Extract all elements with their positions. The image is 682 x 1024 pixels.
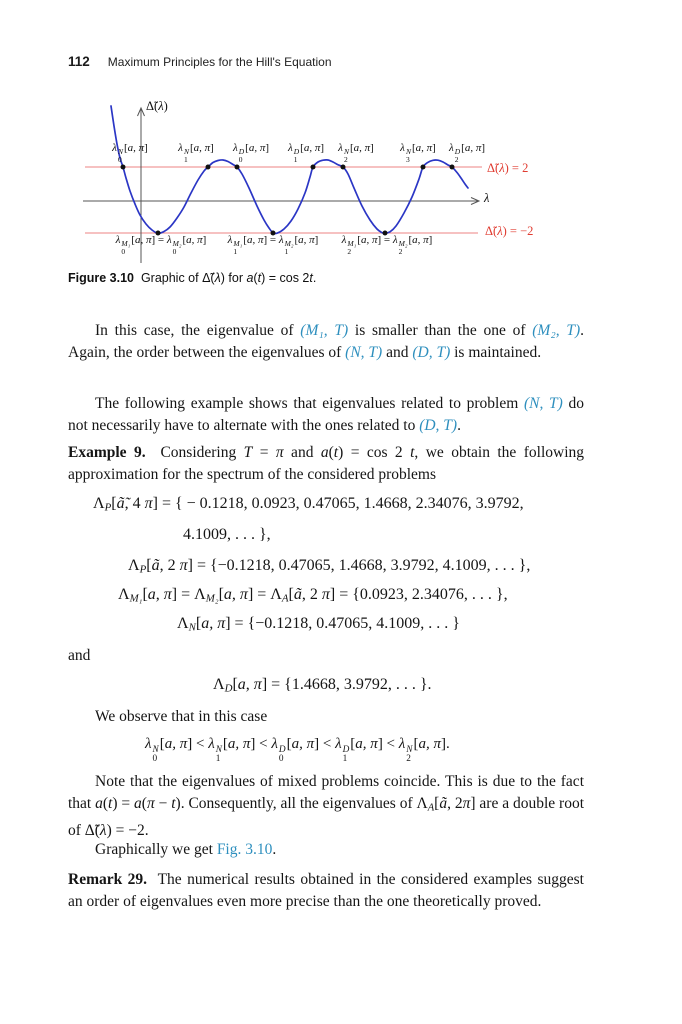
equation-lambda-p-4pi — [93, 495, 524, 514]
text-segment: . Again, the order between the eigenvalues of — [68, 322, 585, 362]
text-segment: ] = — [263, 234, 279, 246]
text-segment: a, π — [127, 142, 145, 154]
text-segment: λ — [338, 142, 343, 154]
text-segment: [ — [222, 736, 228, 752]
text-segment: Example 9. — [68, 444, 146, 461]
sup-sub-stack: D 2 — [454, 147, 461, 164]
text-segment: ) — [163, 99, 168, 113]
text-segment: T — [243, 444, 253, 461]
text-segment: ( — [141, 795, 147, 813]
equation-lambda-p-4pi-cont — [183, 526, 271, 544]
text-segment: λ — [448, 142, 454, 154]
sup-sub-stack: M₂ 0 — [172, 239, 182, 256]
text-segment: ã — [439, 795, 448, 813]
text-segment: Λ — [177, 615, 189, 632]
text-segment: a, π — [303, 142, 321, 154]
sup-sub-stack: M₂ 1 — [284, 239, 294, 256]
text-segment: ] — [210, 142, 214, 154]
text-segment: λ — [112, 142, 117, 154]
text-segment: , we obtain the following approximation for the spectrum of the considered problems — [68, 444, 585, 484]
text-segment: a, π — [291, 736, 315, 752]
text-segment: ã — [151, 557, 160, 574]
text-segment: a, π — [186, 234, 203, 246]
text-segment: Λ — [93, 495, 105, 512]
eigenvalue-dot-n2 — [341, 165, 346, 170]
text-segment: a, π — [193, 142, 211, 154]
text-segment: M₂ — [205, 592, 219, 605]
text-segment: Note that the eigenvalues of mixed problems coincide. This is due to the fact that — [68, 773, 584, 813]
sup-sub-stack: M₁ 2 — [347, 239, 357, 256]
text-segment: and — [283, 444, 321, 461]
text-segment: ] — [432, 142, 436, 154]
sup-sub-stack: N 3 — [405, 147, 411, 164]
text-segment: a, π — [248, 142, 266, 154]
eigenvalue-label-n2 — [338, 143, 374, 163]
text-segment: t — [309, 271, 313, 285]
text-segment: ] = {−0.1218, 0.47065, 4.1009, . . . } — [225, 615, 460, 632]
text-segment: The following example shows that eigenvalues related to problem — [95, 395, 524, 412]
eigenvalue-label-n1 — [178, 143, 214, 163]
sup-sub-stack: D 1 — [342, 745, 350, 764]
text-segment: π — [321, 586, 330, 603]
figure-3-10 — [80, 96, 640, 272]
eigenvalue-dot-d0 — [235, 165, 240, 170]
cross-reference-link[interactable]: Fig. 3.10 — [216, 841, 273, 858]
text-segment: ] are a double root of Δ̃( — [68, 795, 585, 840]
text-segment: ) = cos 2 — [261, 271, 310, 285]
text-segment: Λ — [118, 586, 130, 603]
text-segment: [ — [142, 586, 148, 603]
paragraph-example-9 — [68, 442, 584, 487]
text-segment: A — [427, 802, 435, 814]
paragraph-in-this-case — [68, 320, 584, 365]
text-segment: is maintained. — [450, 344, 542, 362]
text-segment: ( — [253, 271, 258, 285]
text-segment: ) = cos 2 — [338, 444, 411, 461]
text-segment: . — [457, 417, 461, 435]
paragraph-remark-29 — [68, 869, 584, 914]
text-segment: ] — [144, 142, 148, 154]
paragraph-note — [68, 771, 584, 843]
eigenvalue-label-m1 — [228, 235, 319, 255]
text-segment: λ — [341, 234, 347, 246]
text-segment: [ — [195, 615, 202, 632]
text-segment: [ — [286, 736, 292, 752]
cross-reference-link[interactable]: (D, T) — [412, 344, 451, 362]
eigenvalue-label-m2 — [342, 235, 433, 255]
text-segment: ] — [481, 142, 486, 154]
cross-reference-link[interactable]: (N, T) — [523, 395, 563, 412]
text-segment: t — [171, 795, 176, 813]
equation-lambda-n — [177, 615, 460, 634]
text-segment: a, π — [164, 736, 188, 752]
eigenvalue-label-n3 — [400, 143, 436, 163]
text-segment: λ — [145, 736, 152, 752]
text-segment: , 4 — [124, 495, 145, 512]
text-segment: do not necessarily have to alternate with the ones related to — [68, 395, 585, 435]
eigenvalue-dot-n0 — [121, 165, 126, 170]
text-segment: = — [252, 444, 276, 461]
text-segment: t — [257, 271, 262, 285]
text-segment: [ — [146, 557, 152, 574]
text-segment: ] — [428, 234, 433, 246]
text-segment: [ — [123, 142, 128, 154]
text-segment: ) = — [112, 795, 135, 813]
text-segment: a, π — [415, 142, 433, 154]
text-segment: a, π — [246, 234, 264, 246]
text-segment: λ — [232, 142, 238, 154]
text-segment: ] = {1.4668, 3.9792, . . . }. — [261, 676, 432, 693]
text-segment: ) = −2. — [106, 822, 149, 840]
text-segment: t — [410, 444, 415, 461]
page-number: 112 — [68, 54, 90, 69]
text-segment: Considering — [145, 444, 244, 461]
text-segment: a, π — [418, 736, 441, 752]
text-segment: λ — [497, 224, 503, 238]
text-segment: Figure 3.10 — [68, 271, 134, 285]
text-segment: ] = — [151, 234, 167, 246]
y-axis-label — [146, 100, 168, 113]
line-label-plus-2 — [487, 162, 528, 175]
text-segment: ( — [102, 795, 109, 813]
sup-sub-stack: M₁ 0 — [121, 239, 131, 256]
text-segment: [ — [411, 142, 416, 154]
text-segment: ] = { − 0.1218, 0.0923, 0.47065, 1.4668, 2.34076, 3.9792, — [152, 495, 524, 512]
eigenvalue-dot-d1 — [311, 165, 316, 170]
cross-reference-link[interactable]: (M₂, T) — [532, 322, 581, 339]
text-segment: λ — [400, 142, 405, 154]
text-segment: π — [462, 795, 471, 813]
text-segment: a, π — [237, 676, 262, 693]
text-segment: ] = — [377, 234, 393, 246]
text-segment: [ — [189, 142, 194, 154]
text-segment: [ — [232, 676, 238, 693]
sup-sub-stack: M₁ 1 — [233, 239, 243, 256]
text-segment: Remark 29. — [68, 871, 148, 888]
text-segment: A — [281, 592, 289, 605]
text-segment: . — [272, 841, 277, 858]
text-segment: λ — [484, 191, 490, 205]
text-segment: λ — [166, 234, 172, 246]
text-segment: [ — [434, 795, 440, 813]
text-segment: λ — [278, 234, 284, 246]
text-segment: ] < — [250, 736, 272, 752]
text-segment: λ — [287, 142, 293, 154]
text-segment: a, π — [355, 736, 378, 752]
page-header — [68, 54, 332, 69]
text-segment: λ — [158, 99, 164, 113]
text-segment: λ — [271, 736, 278, 752]
text-segment: ] = Λ — [171, 586, 206, 603]
text-segment: , 2 — [447, 795, 463, 813]
text-segment: a, π — [360, 234, 378, 246]
text-segment: [ — [350, 736, 356, 752]
text-segment: ] = Λ — [247, 586, 282, 603]
equation-lambda-d — [213, 676, 432, 695]
text-segment: a — [246, 271, 254, 285]
text-segment: π — [146, 795, 155, 813]
text-segment: N — [188, 621, 196, 634]
text-segment: a, π — [201, 615, 226, 632]
eigenvalue-dot-n1 — [206, 165, 211, 170]
text-segment: [ — [245, 142, 249, 154]
text-segment: P — [139, 563, 147, 576]
text-segment: [ — [218, 586, 224, 603]
text-segment: The numerical results obtained in the considered examples suggest an order of eigenvalues even more precise than the one theoretically proved. — [68, 871, 584, 911]
sup-sub-stack: N 0 — [117, 147, 123, 164]
text-segment: [ — [288, 586, 294, 603]
text-segment: λ — [115, 234, 121, 246]
text-segment: P — [104, 501, 112, 514]
text-segment: a — [134, 795, 142, 813]
text-segment: ). Consequently, all the eigenvalues of Λ — [175, 795, 428, 813]
text-segment: a, π — [298, 234, 315, 246]
figure-caption — [68, 271, 584, 285]
eigenvalue-label-m0 — [116, 235, 207, 255]
equation-lambda-m1-m2 — [118, 586, 508, 605]
text-segment: a, π — [134, 234, 152, 246]
text-segment: a, π — [353, 142, 371, 154]
text-segment: a, π — [412, 234, 429, 246]
text-segment: Δ̃( — [487, 161, 500, 175]
text-segment: π — [144, 495, 153, 512]
text-segment: [ — [349, 142, 354, 154]
text-segment: . — [312, 271, 317, 285]
cross-reference-link[interactable]: (D, T) — [419, 417, 458, 435]
text-segment: ] < — [187, 736, 209, 752]
sup-sub-stack: D 0 — [278, 745, 286, 764]
text-segment: λ — [398, 736, 406, 752]
sup-sub-stack: N 0 — [152, 745, 159, 764]
text-segment: π — [275, 444, 284, 461]
text-segment: [ — [243, 234, 247, 246]
text-segment: and — [382, 344, 413, 362]
paragraph-following-example — [68, 393, 584, 438]
text-segment: [ — [300, 142, 304, 154]
running-title: Maximum Principles for the Hill's Equation — [107, 55, 332, 69]
connector-and: and — [68, 647, 91, 664]
text-segment: [ — [111, 495, 117, 512]
text-segment: [ — [461, 142, 465, 154]
text-segment: Λ — [213, 676, 225, 693]
text-segment: ] — [314, 234, 319, 246]
sup-sub-stack: N 2 — [406, 745, 413, 764]
text-segment: [ — [357, 234, 361, 246]
text-segment: λ — [499, 161, 505, 175]
discriminant-curve — [111, 106, 468, 234]
text-segment: ( — [328, 444, 334, 461]
text-segment: Δ̃( — [485, 224, 498, 238]
text-segment: a, π — [223, 586, 248, 603]
text-segment: ) for — [220, 271, 247, 285]
sup-sub-stack: N 2 — [343, 147, 349, 164]
eigenvalue-label-d0 — [233, 143, 269, 163]
eigenvalue-label-d2 — [449, 143, 485, 163]
eigenvalue-label-d1 — [288, 143, 324, 163]
line-label-minus-2 — [485, 225, 533, 238]
cross-reference-link[interactable]: (N, T) — [345, 344, 383, 362]
text-segment: ] — [320, 142, 325, 154]
text-segment: ] = {0.0923, 2.34076, . . . }, — [329, 586, 508, 603]
text-segment: λ — [208, 736, 215, 752]
text-segment: t — [333, 444, 339, 461]
text-segment: , 2 — [159, 557, 180, 574]
text-segment: [ — [294, 234, 299, 246]
eigenvalue-dot-d2 — [450, 165, 455, 170]
text-segment: , 2 — [301, 586, 322, 603]
x-axis-label — [484, 192, 489, 205]
paragraph-graphically — [68, 839, 584, 861]
text-segment: λ — [227, 234, 233, 246]
text-segment: ) = −2 — [502, 224, 534, 238]
text-segment: ] — [370, 142, 374, 154]
text-segment: π — [179, 557, 188, 574]
text-segment: − — [154, 795, 172, 813]
eigenvalue-dot-n3 — [421, 165, 426, 170]
sup-sub-stack: D 0 — [238, 147, 245, 164]
equation-lambda-p-2pi — [128, 557, 530, 576]
text-segment: Graphic of Δ̃( — [134, 271, 215, 285]
text-segment: a — [320, 444, 329, 461]
text-segment: Graphically we get — [95, 841, 217, 858]
text-segment: D — [224, 682, 233, 695]
paragraph-we-observe: We observe that in this case — [95, 708, 268, 725]
sup-sub-stack: M₂ 2 — [398, 239, 408, 256]
eigenvalue-label-n0 — [112, 143, 148, 163]
text-segment: λ — [335, 736, 342, 752]
text-segment: a, π — [147, 586, 172, 603]
text-segment: λ — [178, 142, 183, 154]
text-segment: ] < — [314, 736, 336, 752]
text-segment: λ — [99, 822, 107, 840]
text-segment: In this case, the eigenvalue of — [95, 322, 301, 339]
text-segment: [ — [413, 736, 419, 752]
text-segment: a — [95, 795, 103, 813]
text-segment: ] — [202, 234, 207, 246]
sup-sub-stack: N 1 — [215, 745, 222, 764]
equation-eigenvalue-order — [145, 736, 450, 764]
sup-sub-stack: N 1 — [183, 147, 189, 164]
text-segment: λ — [214, 271, 221, 285]
text-segment: ] = {−0.1218, 0.47065, 1.4668, 3.9792, 4.1009, . . . }, — [187, 557, 531, 574]
text-segment: is smaller than the one of — [348, 322, 533, 339]
text-segment: a, π — [464, 142, 482, 154]
text-segment: ] — [265, 142, 270, 154]
text-segment: ]. — [441, 736, 450, 752]
text-segment: [ — [131, 234, 135, 246]
text-segment: λ — [392, 234, 398, 246]
text-segment: M₁ — [129, 592, 143, 605]
text-segment: ) = 2 — [504, 161, 529, 175]
text-segment: [ — [182, 234, 187, 246]
text-segment: Λ — [128, 557, 140, 574]
text-segment: ã — [293, 586, 302, 603]
sup-sub-stack: D 1 — [293, 147, 300, 164]
text-segment: t — [108, 795, 113, 813]
text-segment: ã̃ — [116, 495, 125, 512]
cross-reference-link[interactable]: (M₁, T) — [300, 322, 349, 339]
text-segment: [ — [408, 234, 413, 246]
text-segment: 4.1009, . . . }, — [183, 526, 271, 543]
text-segment: [ — [159, 736, 165, 752]
text-segment: Δ̃( — [146, 99, 159, 113]
text-segment: a, π — [227, 736, 251, 752]
text-segment: ] < — [377, 736, 399, 752]
